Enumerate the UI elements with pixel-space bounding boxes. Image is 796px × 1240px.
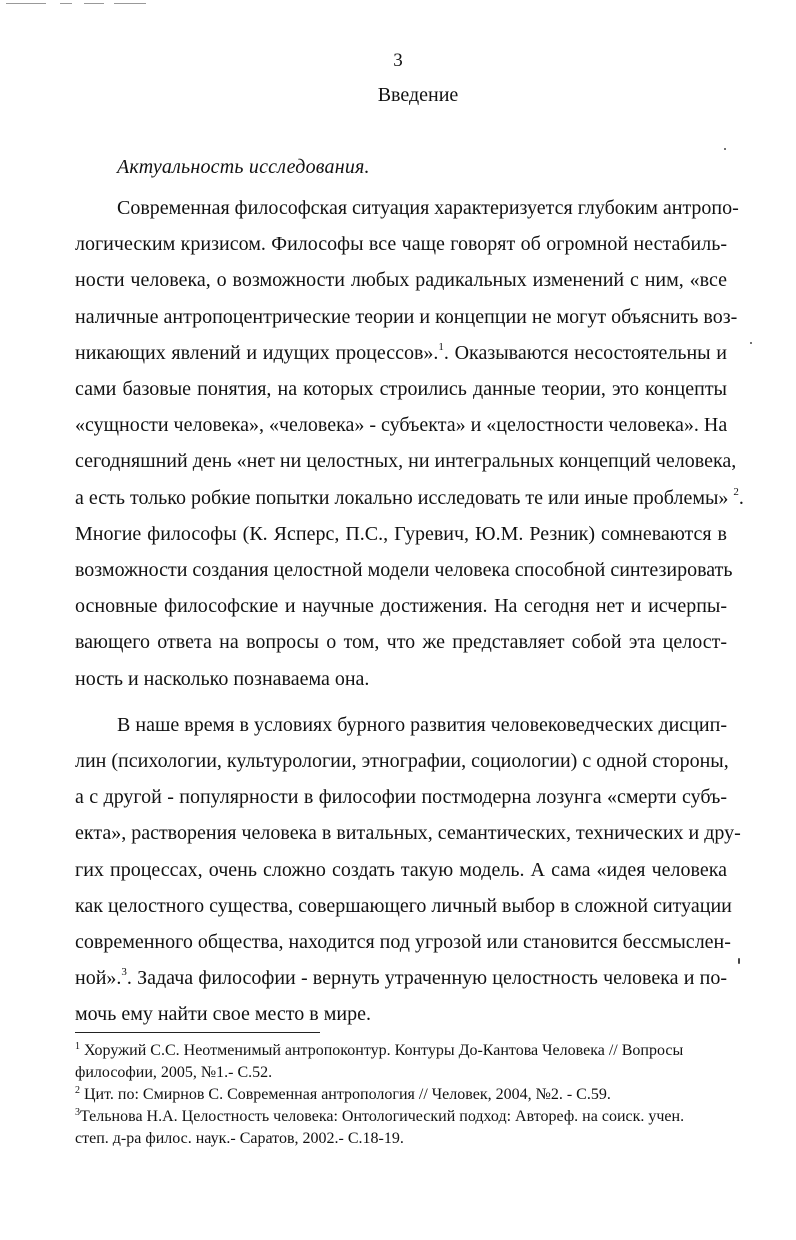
footnote-text: Тельнова Н.А. Целостность человека: Онтологический подход: Автореф. на соиск. учен. <box>80 1108 685 1125</box>
text-line: «сущности человека», «человека» - субъекта» и «целостности человека». На <box>75 414 728 437</box>
page-number: 3 <box>393 50 403 71</box>
paragraph-1 <box>75 190 744 697</box>
text-line: мочь ему найти свое место в мире. <box>75 1003 371 1026</box>
footnote-1-cont: философии, 2005, №1.- С.52. <box>75 1064 273 1081</box>
text-line: ность и насколько познаваема она. <box>75 667 370 690</box>
paragraph-2 <box>75 707 741 1033</box>
text-line: основные философские и научные достижения. На сегодня нет и исчерпы- <box>75 595 727 618</box>
footnote-mark: 3 <box>75 1107 80 1118</box>
text-fragment: . <box>738 486 744 509</box>
text-line: вающего ответа на вопросы о том, что же представляет собой эта целост- <box>75 631 727 654</box>
text-line: как целостного существа, совершающего личный выбор в сложной ситуации <box>75 894 732 917</box>
scan-speck <box>750 342 752 344</box>
body-text <box>75 190 744 1033</box>
footnote-ref-3: 3 <box>121 966 127 979</box>
text-line: екта», растворения человека в витальных, семантических, технических и дру- <box>75 822 741 845</box>
text-line: гих процессах, очень сложно создать такую модель. А сама «идея человека <box>75 858 727 881</box>
text-line: а с другой - популярности в философии постмодерна лозунга «смерти субъ- <box>75 786 727 809</box>
text-line: ности человека, о возможности любых радикальных изменений с ним, «все <box>75 269 727 292</box>
footnote-3 <box>75 1106 735 1128</box>
text-line: лин (психологии, культурологии, этнографии, социологии) с одной стороны, <box>75 750 729 773</box>
text-fragment: никающих явлений и идущих процессов». <box>75 341 439 364</box>
footnotes <box>75 1040 735 1150</box>
text-fragment: ной». <box>75 967 122 990</box>
text-line: сегодняшний день «нет ни целостных, ни интегральных концепций человека, <box>75 450 737 473</box>
footnote-ref-1: 1 <box>438 340 444 353</box>
scan-speck <box>738 958 740 964</box>
footnote-1 <box>75 1040 735 1062</box>
section-title: Актуальность исследования. <box>117 156 370 178</box>
text-fragment: . Оказываются несостоятельны и <box>443 341 727 364</box>
page-heading: Введение <box>377 84 459 106</box>
scan-edge-marks <box>0 3 160 5</box>
scan-speck <box>724 148 726 150</box>
footnote-3-cont: степ. д-ра филос. наук.- Саратов, 2002.- С.18-19. <box>75 1130 404 1147</box>
footnote-ref-2: 2 <box>733 485 739 498</box>
text-line: сами базовые понятия, на которых строились данные теории, это концепты <box>75 378 727 401</box>
footnote-mark: 1 <box>75 1041 80 1052</box>
footnote-mark: 2 <box>75 1085 80 1096</box>
footnote-2 <box>75 1084 735 1106</box>
text-fragment: а есть только робкие попытки локально исследовать те или иные проблемы» <box>75 486 734 509</box>
text-line: В наше время в условиях бурного развития человековедческих дисцип- <box>117 713 727 736</box>
text-line: наличные антропоцентрические теории и концепции не могут объяснить воз- <box>75 305 738 328</box>
text-line: современного общества, находится под угрозой или становится бессмыслен- <box>75 931 731 954</box>
text-line <box>75 335 727 371</box>
text-line: логическим кризисом. Философы все чаще говорят об огромной нестабиль- <box>75 233 727 256</box>
footnote-text: Хоружий С.С. Неотменимый антропоконтур. Контуры До-Кантова Человека // Вопросы <box>84 1042 684 1059</box>
text-fragment: . Задача философии - вернуть утраченную целостность человека и по- <box>126 967 727 990</box>
text-line <box>75 960 727 996</box>
footnote-text: Цит. по: Смирнов С. Современная антропология // Человек, 2004, №2. - С.59. <box>84 1086 611 1103</box>
footnote-separator <box>75 1032 320 1033</box>
text-line <box>75 480 744 516</box>
text-line: Современная философская ситуация характеризуется глубоким антропо- <box>117 197 739 219</box>
text-line: Многие философы (К. Ясперс, П.С., Гуревич, Ю.М. Резник) сомневаются в <box>75 522 727 545</box>
text-line: возможности создания целостной модели человека способной синтезировать <box>75 559 733 582</box>
